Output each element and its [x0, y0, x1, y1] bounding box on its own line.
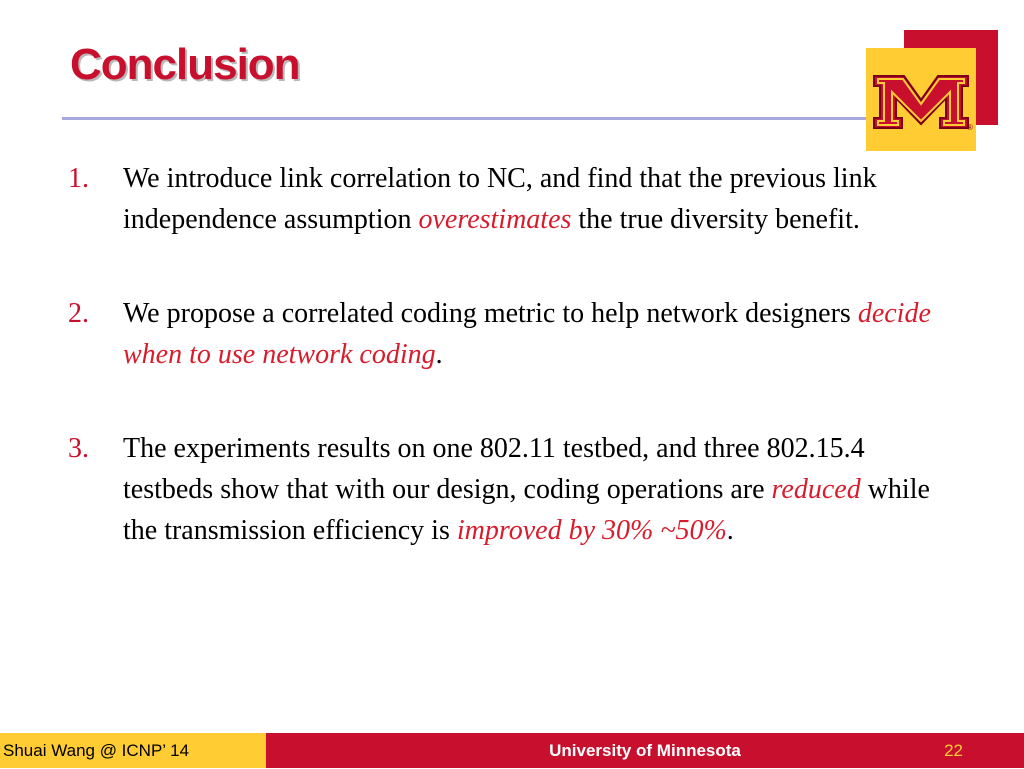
footer-author: Shuai Wang @ ICNP’ 14: [0, 733, 266, 768]
conclusion-list: [68, 158, 948, 551]
item-text: the true diversity benefit.: [571, 204, 860, 235]
item-emphasis: improved by 30% ~50%: [456, 515, 727, 546]
page-number: 22: [944, 741, 963, 760]
item-emphasis: reduced: [771, 474, 861, 505]
university-of-minnesota-m-logo: [866, 48, 976, 151]
item-text: We introduce link correlation to NC, and find that the previous link independence assumption: [123, 163, 877, 235]
list-item: [68, 158, 948, 240]
list-number: 1.: [68, 163, 89, 194]
list-item: [68, 293, 948, 375]
registered-mark: ®: [967, 123, 973, 132]
item-emphasis: decide when to use network coding: [123, 298, 931, 370]
item-text: We propose a correlated coding metric to help network designers: [123, 298, 858, 329]
slide-title: Conclusion: [70, 40, 300, 89]
list-number: 2.: [68, 298, 89, 329]
item-text: The experiments results on one 802.11 testbed, and three 802.15.4 testbeds show that with our design, coding operations are: [123, 433, 865, 505]
list-number: 3.: [68, 433, 89, 464]
list-item: [68, 428, 948, 551]
item-emphasis: overestimates: [418, 204, 572, 235]
footer-bar: [266, 733, 1024, 768]
title-divider: [62, 117, 900, 120]
block-m-icon: [866, 48, 976, 151]
item-text: while the transmission efficiency is: [123, 474, 930, 546]
slide-footer: [0, 733, 1024, 768]
item-text: .: [726, 515, 734, 546]
item-text: .: [435, 339, 443, 370]
footer-institution: University of Minnesota: [549, 741, 741, 760]
